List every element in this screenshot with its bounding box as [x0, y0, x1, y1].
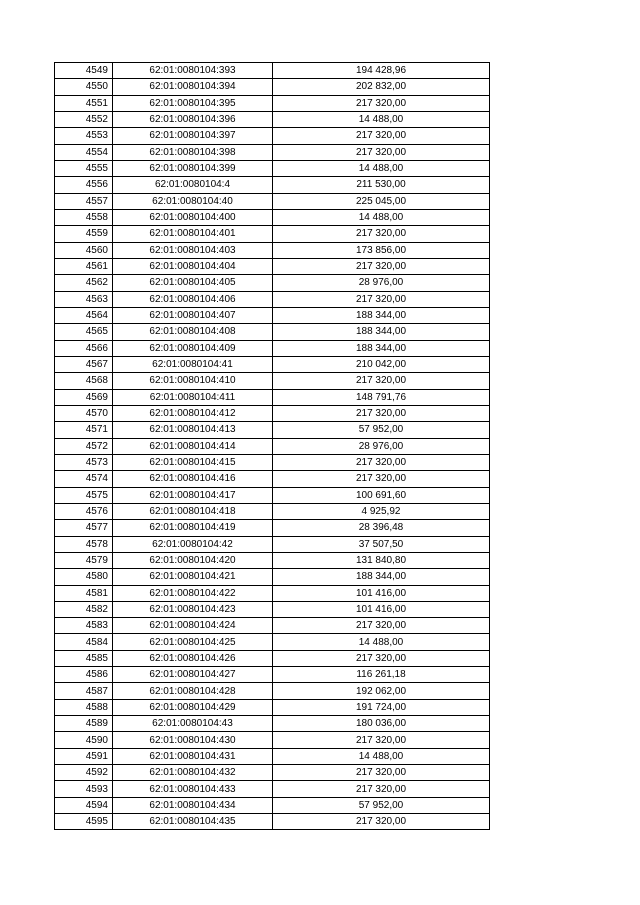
- cadastral-number-cell: 62:01:0080104:413: [113, 422, 273, 438]
- row-number-cell: 4594: [55, 797, 113, 813]
- cadastral-value-cell: 188 344,00: [273, 340, 490, 356]
- table-row: [55, 405, 490, 421]
- row-number-cell: 4553: [55, 128, 113, 144]
- cadastral-number-cell: 62:01:0080104:401: [113, 226, 273, 242]
- row-number-cell: 4582: [55, 601, 113, 617]
- cadastral-value-cell: 37 507,50: [273, 536, 490, 552]
- cadastral-value-cell: 4 925,92: [273, 503, 490, 519]
- row-number-cell: 4587: [55, 683, 113, 699]
- cadastral-value-cell: 14 488,00: [273, 748, 490, 764]
- row-number-cell: 4562: [55, 275, 113, 291]
- table-row: [55, 765, 490, 781]
- table-row: [55, 291, 490, 307]
- cadastral-number-cell: 62:01:0080104:408: [113, 324, 273, 340]
- row-number-cell: 4563: [55, 291, 113, 307]
- cadastral-value-cell: 217 320,00: [273, 258, 490, 274]
- row-number-cell: 4568: [55, 373, 113, 389]
- table-row: [55, 177, 490, 193]
- row-number-cell: 4561: [55, 258, 113, 274]
- row-number-cell: 4578: [55, 536, 113, 552]
- table-row: [55, 389, 490, 405]
- cadastral-number-cell: 62:01:0080104:427: [113, 667, 273, 683]
- cadastral-value-cell: 217 320,00: [273, 226, 490, 242]
- cadastral-number-cell: 62:01:0080104:431: [113, 748, 273, 764]
- table-row: [55, 226, 490, 242]
- cadastral-number-cell: 62:01:0080104:4: [113, 177, 273, 193]
- table-row: [55, 569, 490, 585]
- cadastral-value-cell: 225 045,00: [273, 193, 490, 209]
- cadastral-number-cell: 62:01:0080104:404: [113, 258, 273, 274]
- table-row: [55, 356, 490, 372]
- cadastral-number-cell: 62:01:0080104:429: [113, 699, 273, 715]
- cadastral-value-cell: 217 320,00: [273, 471, 490, 487]
- cadastral-number-cell: 62:01:0080104:396: [113, 111, 273, 127]
- table-row: [55, 324, 490, 340]
- table-row: [55, 487, 490, 503]
- cadastral-value-cell: 57 952,00: [273, 797, 490, 813]
- row-number-cell: 4590: [55, 732, 113, 748]
- cadastral-number-cell: 62:01:0080104:43: [113, 716, 273, 732]
- row-number-cell: 4580: [55, 569, 113, 585]
- table-row: [55, 601, 490, 617]
- table-row: [55, 699, 490, 715]
- cadastral-number-cell: 62:01:0080104:395: [113, 95, 273, 111]
- row-number-cell: 4565: [55, 324, 113, 340]
- cadastral-number-cell: 62:01:0080104:42: [113, 536, 273, 552]
- table-row: [55, 552, 490, 568]
- cadastral-value-cell: 188 344,00: [273, 307, 490, 323]
- cadastral-value-cell: 173 856,00: [273, 242, 490, 258]
- table-row: [55, 503, 490, 519]
- cadastral-value-cell: 131 840,80: [273, 552, 490, 568]
- cadastral-value-cell: 217 320,00: [273, 618, 490, 634]
- cadastral-number-cell: 62:01:0080104:394: [113, 79, 273, 95]
- cadastral-value-cell: 217 320,00: [273, 814, 490, 830]
- table-row: [55, 111, 490, 127]
- cadastral-number-cell: 62:01:0080104:399: [113, 160, 273, 176]
- table-row: [55, 748, 490, 764]
- table-row: [55, 716, 490, 732]
- row-number-cell: 4569: [55, 389, 113, 405]
- cadastral-number-cell: 62:01:0080104:414: [113, 438, 273, 454]
- row-number-cell: 4592: [55, 765, 113, 781]
- table-row: [55, 144, 490, 160]
- cadastral-value-cell: 217 320,00: [273, 291, 490, 307]
- table-row: [55, 373, 490, 389]
- row-number-cell: 4564: [55, 307, 113, 323]
- row-number-cell: 4559: [55, 226, 113, 242]
- cadastral-number-cell: 62:01:0080104:405: [113, 275, 273, 291]
- cadastral-number-cell: 62:01:0080104:425: [113, 634, 273, 650]
- cadastral-number-cell: 62:01:0080104:421: [113, 569, 273, 585]
- row-number-cell: 4574: [55, 471, 113, 487]
- row-number-cell: 4591: [55, 748, 113, 764]
- row-number-cell: 4581: [55, 585, 113, 601]
- table-row: [55, 634, 490, 650]
- cadastral-value-cell: 217 320,00: [273, 128, 490, 144]
- cadastral-value-cell: 192 062,00: [273, 683, 490, 699]
- row-number-cell: 4584: [55, 634, 113, 650]
- cadastral-value-cell: 210 042,00: [273, 356, 490, 372]
- cadastral-value-cell: 57 952,00: [273, 422, 490, 438]
- table-row: [55, 797, 490, 813]
- cadastral-value-cell: 28 976,00: [273, 438, 490, 454]
- cadastral-value-cell: 101 416,00: [273, 585, 490, 601]
- cadastral-number-cell: 62:01:0080104:412: [113, 405, 273, 421]
- cadastral-number-cell: 62:01:0080104:398: [113, 144, 273, 160]
- table-row: [55, 536, 490, 552]
- table-row: [55, 520, 490, 536]
- cadastral-number-cell: 62:01:0080104:418: [113, 503, 273, 519]
- cadastral-value-cell: 217 320,00: [273, 95, 490, 111]
- cadastral-number-cell: 62:01:0080104:411: [113, 389, 273, 405]
- cadastral-number-cell: 62:01:0080104:428: [113, 683, 273, 699]
- table-body: [55, 63, 490, 830]
- cadastral-value-cell: 217 320,00: [273, 405, 490, 421]
- row-number-cell: 4589: [55, 716, 113, 732]
- row-number-cell: 4579: [55, 552, 113, 568]
- cadastral-number-cell: 62:01:0080104:397: [113, 128, 273, 144]
- cadastral-number-cell: 62:01:0080104:416: [113, 471, 273, 487]
- cadastral-number-cell: 62:01:0080104:426: [113, 650, 273, 666]
- row-number-cell: 4576: [55, 503, 113, 519]
- table-row: [55, 307, 490, 323]
- cadastral-value-cell: 211 530,00: [273, 177, 490, 193]
- row-number-cell: 4588: [55, 699, 113, 715]
- cadastral-number-cell: 62:01:0080104:434: [113, 797, 273, 813]
- cadastral-number-cell: 62:01:0080104:393: [113, 63, 273, 79]
- row-number-cell: 4585: [55, 650, 113, 666]
- cadastral-number-cell: 62:01:0080104:415: [113, 454, 273, 470]
- cadastral-value-cell: 202 832,00: [273, 79, 490, 95]
- cadastral-number-cell: 62:01:0080104:433: [113, 781, 273, 797]
- cadastral-number-cell: 62:01:0080104:424: [113, 618, 273, 634]
- table-row: [55, 209, 490, 225]
- cadastral-value-cell: 101 416,00: [273, 601, 490, 617]
- cadastral-value-cell: 194 428,96: [273, 63, 490, 79]
- row-number-cell: 4554: [55, 144, 113, 160]
- table-row: [55, 340, 490, 356]
- table-row: [55, 242, 490, 258]
- cadastral-number-cell: 62:01:0080104:41: [113, 356, 273, 372]
- cadastral-value-cell: 217 320,00: [273, 765, 490, 781]
- cadastral-number-cell: 62:01:0080104:420: [113, 552, 273, 568]
- row-number-cell: 4558: [55, 209, 113, 225]
- row-number-cell: 4556: [55, 177, 113, 193]
- row-number-cell: 4593: [55, 781, 113, 797]
- cadastral-value-cell: 217 320,00: [273, 781, 490, 797]
- cadastral-number-cell: 62:01:0080104:432: [113, 765, 273, 781]
- row-number-cell: 4573: [55, 454, 113, 470]
- cadastral-value-cell: 217 320,00: [273, 144, 490, 160]
- cadastral-value-cell: 191 724,00: [273, 699, 490, 715]
- cadastral-value-cell: 100 691,60: [273, 487, 490, 503]
- cadastral-number-cell: 62:01:0080104:406: [113, 291, 273, 307]
- table-row: [55, 422, 490, 438]
- table-row: [55, 618, 490, 634]
- cadastral-number-cell: 62:01:0080104:407: [113, 307, 273, 323]
- cadastral-value-cell: 188 344,00: [273, 324, 490, 340]
- row-number-cell: 4549: [55, 63, 113, 79]
- table-row: [55, 471, 490, 487]
- cadastral-number-cell: 62:01:0080104:419: [113, 520, 273, 536]
- cadastral-value-cell: 14 488,00: [273, 634, 490, 650]
- cadastral-number-cell: 62:01:0080104:409: [113, 340, 273, 356]
- cadastral-value-cell: 28 976,00: [273, 275, 490, 291]
- row-number-cell: 4571: [55, 422, 113, 438]
- row-number-cell: 4583: [55, 618, 113, 634]
- cadastral-number-cell: 62:01:0080104:422: [113, 585, 273, 601]
- cadastral-value-cell: 217 320,00: [273, 373, 490, 389]
- table-row: [55, 667, 490, 683]
- row-number-cell: 4557: [55, 193, 113, 209]
- table-row: [55, 732, 490, 748]
- table-row: [55, 275, 490, 291]
- row-number-cell: 4575: [55, 487, 113, 503]
- table-row: [55, 95, 490, 111]
- row-number-cell: 4552: [55, 111, 113, 127]
- cadastral-number-cell: 62:01:0080104:435: [113, 814, 273, 830]
- row-number-cell: 4551: [55, 95, 113, 111]
- row-number-cell: 4572: [55, 438, 113, 454]
- row-number-cell: 4586: [55, 667, 113, 683]
- row-number-cell: 4560: [55, 242, 113, 258]
- table-row: [55, 814, 490, 830]
- cadastral-number-cell: 62:01:0080104:423: [113, 601, 273, 617]
- cadastral-number-cell: 62:01:0080104:410: [113, 373, 273, 389]
- cadastral-number-cell: 62:01:0080104:40: [113, 193, 273, 209]
- row-number-cell: 4555: [55, 160, 113, 176]
- table-row: [55, 258, 490, 274]
- cadastral-value-cell: 217 320,00: [273, 650, 490, 666]
- table-row: [55, 438, 490, 454]
- cadastral-value-table: [54, 62, 490, 830]
- table-row: [55, 79, 490, 95]
- table-row: [55, 193, 490, 209]
- table-row: [55, 63, 490, 79]
- table-row: [55, 128, 490, 144]
- row-number-cell: 4595: [55, 814, 113, 830]
- row-number-cell: 4577: [55, 520, 113, 536]
- row-number-cell: 4566: [55, 340, 113, 356]
- cadastral-value-cell: 148 791,76: [273, 389, 490, 405]
- cadastral-number-cell: 62:01:0080104:430: [113, 732, 273, 748]
- cadastral-value-cell: 116 261,18: [273, 667, 490, 683]
- cadastral-number-cell: 62:01:0080104:403: [113, 242, 273, 258]
- cadastral-value-cell: 14 488,00: [273, 111, 490, 127]
- cadastral-value-cell: 14 488,00: [273, 209, 490, 225]
- table-row: [55, 683, 490, 699]
- table-row: [55, 454, 490, 470]
- row-number-cell: 4570: [55, 405, 113, 421]
- cadastral-value-cell: 14 488,00: [273, 160, 490, 176]
- cadastral-number-cell: 62:01:0080104:417: [113, 487, 273, 503]
- table-row: [55, 585, 490, 601]
- cadastral-value-cell: 28 396,48: [273, 520, 490, 536]
- row-number-cell: 4550: [55, 79, 113, 95]
- cadastral-value-cell: 217 320,00: [273, 454, 490, 470]
- cadastral-value-cell: 180 036,00: [273, 716, 490, 732]
- table-row: [55, 160, 490, 176]
- cadastral-number-cell: 62:01:0080104:400: [113, 209, 273, 225]
- cadastral-value-cell: 188 344,00: [273, 569, 490, 585]
- table-row: [55, 650, 490, 666]
- cadastral-value-cell: 217 320,00: [273, 732, 490, 748]
- row-number-cell: 4567: [55, 356, 113, 372]
- table-row: [55, 781, 490, 797]
